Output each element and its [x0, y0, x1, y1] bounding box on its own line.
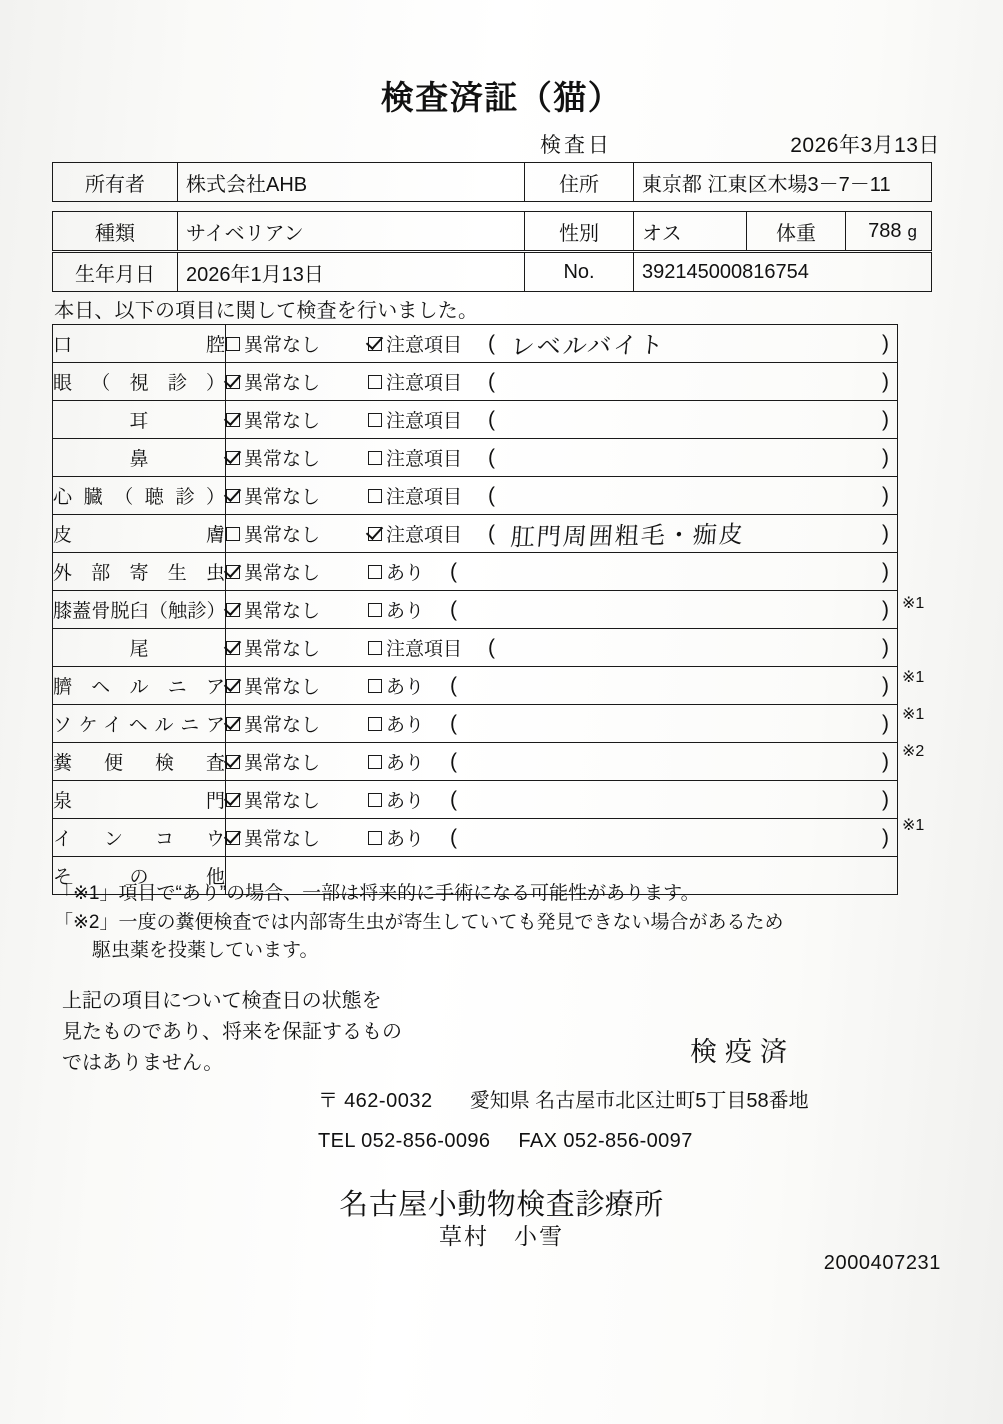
checkbox-normal[interactable]	[226, 527, 240, 541]
option-normal-label: 異常なし	[244, 639, 321, 660]
option-secondary[interactable]	[368, 406, 462, 433]
option-secondary-label: あり	[386, 677, 425, 698]
checklist-row-options	[226, 667, 898, 705]
checkbox-secondary[interactable]	[368, 717, 382, 731]
checklist-row	[53, 705, 898, 743]
checkbox-normal[interactable]	[226, 831, 240, 845]
footnote-2-line2: 駆虫薬を投薬しています。	[92, 940, 319, 961]
paren-open: (	[450, 559, 458, 583]
checklist-row	[53, 363, 898, 401]
weight-value: 788	[868, 219, 902, 242]
checklist-row-label: 眼（視診）	[53, 363, 226, 401]
disclaimer	[62, 986, 402, 1079]
paren-open: (	[488, 407, 496, 431]
intro-text: 本日、以下の項目に関して検査を行いました。	[54, 300, 479, 322]
handwritten-remark: レベルバイト	[509, 330, 667, 361]
option-normal-label: 異常なし	[244, 563, 321, 584]
checklist-row	[53, 743, 898, 781]
breed-table	[52, 211, 932, 251]
option-normal[interactable]	[226, 558, 354, 585]
option-normal-label: 異常なし	[244, 449, 321, 470]
option-normal-label: 異常なし	[244, 335, 321, 356]
checkbox-normal[interactable]	[226, 717, 240, 731]
option-normal[interactable]	[226, 634, 354, 661]
checklist-row	[53, 515, 898, 553]
option-normal[interactable]	[226, 786, 354, 813]
checklist-row-label: 口腔	[53, 325, 226, 363]
checklist-row-options	[226, 629, 898, 667]
option-secondary[interactable]	[368, 330, 462, 357]
checkbox-normal[interactable]	[226, 565, 240, 579]
checklist-row	[53, 401, 898, 439]
remark-field[interactable]	[488, 516, 897, 551]
checkbox-secondary[interactable]	[368, 641, 382, 655]
option-secondary-label: あり	[386, 829, 425, 850]
footnote-1: 「※1」項目で“あり”の場合、一部は将来的に手術になる可能性があります。	[54, 883, 700, 904]
option-normal[interactable]	[226, 444, 354, 471]
checklist-row-options	[226, 401, 898, 439]
paren-open: (	[488, 445, 496, 469]
option-secondary[interactable]	[368, 520, 462, 547]
option-normal[interactable]	[226, 596, 354, 623]
paren-close: )	[882, 521, 889, 545]
option-secondary[interactable]	[368, 786, 424, 813]
paren-close: )	[882, 445, 889, 469]
remark-field[interactable]	[488, 370, 897, 394]
checkbox-secondary[interactable]	[368, 603, 382, 617]
checklist-row-options	[226, 439, 898, 477]
option-secondary[interactable]	[368, 558, 424, 585]
fax-label: FAX	[518, 1130, 558, 1152]
weight-value-cell	[846, 212, 932, 251]
remark-field[interactable]	[450, 826, 897, 850]
breed-label: 種類	[53, 212, 178, 251]
owner-table	[52, 162, 932, 202]
paren-open: (	[488, 369, 496, 393]
inspection-date-label: 検査日	[540, 134, 612, 157]
option-normal[interactable]	[226, 406, 354, 433]
birthdate-value: 2026年1月13日	[178, 253, 525, 292]
inspection-date-value: 2026年3月13日	[790, 134, 940, 157]
remark-field[interactable]	[450, 712, 897, 736]
checklist-row-label: 心臓（聴診）	[53, 477, 226, 515]
option-secondary-label: あり	[386, 791, 425, 812]
checkbox-secondary[interactable]	[368, 413, 382, 427]
paren-open: (	[450, 597, 458, 621]
checkbox-normal[interactable]	[226, 755, 240, 769]
checkbox-normal[interactable]	[226, 413, 240, 427]
clinic-address-text: 愛知県 名古屋市北区辻町5丁目58番地	[469, 1090, 809, 1112]
remark-field[interactable]	[450, 750, 897, 774]
option-normal-label: 異常なし	[244, 791, 321, 812]
disclaimer-line-2: 見たものであり、将来を保証するもの	[62, 1021, 402, 1043]
option-secondary-label: あり	[386, 563, 425, 584]
paren-open: (	[450, 787, 458, 811]
number-value: 392145000816754	[634, 253, 932, 292]
checkbox-secondary[interactable]	[368, 755, 382, 769]
paren-open: (	[488, 635, 496, 659]
checkbox-normal[interactable]	[226, 641, 240, 655]
clinic-address	[318, 1084, 809, 1113]
option-secondary-label: 注意項目	[386, 487, 463, 508]
checklist-row-label: 外部寄生虫	[53, 553, 226, 591]
checkbox-secondary[interactable]	[368, 831, 382, 845]
option-normal[interactable]	[226, 748, 354, 775]
option-secondary[interactable]	[368, 672, 424, 699]
disclaimer-line-1: 上記の項目について検査日の状態を	[62, 990, 382, 1012]
checklist-row-label: 糞便検査	[53, 743, 226, 781]
option-secondary-label: 注意項目	[386, 373, 463, 394]
inspection-checklist	[52, 324, 898, 895]
footnote-marker: ※1	[902, 817, 925, 834]
reference-number: 2000407231	[823, 1252, 941, 1274]
option-normal-label: 異常なし	[244, 829, 321, 850]
checklist-row-label: 鼻	[53, 439, 226, 477]
checkbox-normal[interactable]	[226, 375, 240, 389]
option-secondary-label: あり	[386, 601, 425, 622]
paren-close: )	[882, 711, 889, 735]
option-secondary-label: 注意項目	[386, 639, 463, 660]
paren-close: )	[882, 749, 889, 773]
sex-label: 性別	[525, 212, 634, 251]
option-secondary-label: 注意項目	[386, 411, 463, 432]
paren-open: (	[450, 749, 458, 773]
page-title: 検査済証（猫）	[380, 79, 623, 116]
checkbox-normal[interactable]	[226, 451, 240, 465]
checklist-row-label: 泉門	[53, 781, 226, 819]
fax-value: 052-856-0097	[563, 1130, 693, 1152]
option-secondary-label: 注意項目	[386, 449, 463, 470]
checkbox-secondary[interactable]	[368, 489, 382, 503]
footnote-marker: ※2	[902, 743, 925, 760]
option-secondary[interactable]	[368, 482, 462, 509]
paren-close: )	[882, 825, 889, 849]
remark-field[interactable]	[450, 598, 897, 622]
checklist-row-label: その他	[53, 857, 226, 895]
number-label: No.	[525, 253, 634, 292]
checklist-row	[53, 325, 898, 363]
paren-close: )	[882, 407, 889, 431]
checkbox-normal[interactable]	[226, 337, 240, 351]
weight-unit: g	[907, 221, 917, 241]
birthdate-label: 生年月日	[53, 253, 178, 292]
breed-value: サイベリアン	[178, 212, 525, 251]
option-normal-label: 異常なし	[244, 753, 321, 774]
option-normal[interactable]	[226, 824, 354, 851]
option-normal[interactable]	[226, 368, 354, 395]
checklist-row-label: インコウ	[53, 819, 226, 857]
inspection-date	[540, 129, 940, 159]
paren-open: (	[450, 711, 458, 735]
checklist-row	[53, 781, 898, 819]
option-normal-label: 異常なし	[244, 411, 321, 432]
checklist-row-options	[226, 819, 898, 857]
paren-close: )	[882, 331, 889, 355]
option-secondary-label: あり	[386, 753, 425, 774]
quarantine-stamp: 検疫済	[690, 1037, 795, 1067]
paren-close: )	[882, 483, 889, 507]
paren-close: )	[882, 787, 889, 811]
owner-value: 株式会社AHB	[178, 163, 525, 202]
paren-close: )	[882, 635, 889, 659]
checkbox-normal[interactable]	[226, 489, 240, 503]
option-normal[interactable]	[226, 672, 354, 699]
checkbox-secondary[interactable]	[368, 527, 382, 541]
footnote-marker: ※1	[902, 706, 925, 723]
tel-label: TEL	[318, 1130, 356, 1152]
paren-close: )	[882, 369, 889, 393]
checkbox-normal[interactable]	[226, 793, 240, 807]
checklist-row-options	[226, 705, 898, 743]
option-secondary[interactable]	[368, 368, 462, 395]
address-label: 住所	[525, 163, 634, 202]
paren-open: (	[450, 825, 458, 849]
option-secondary[interactable]	[368, 444, 462, 471]
paren-open: (	[488, 483, 496, 507]
weight-label: 体重	[747, 212, 846, 251]
clinic-name: 名古屋小動物検査診療所	[339, 1189, 664, 1221]
checklist-row-options	[226, 363, 898, 401]
remark-field[interactable]	[488, 446, 897, 470]
checklist-row-options	[226, 515, 898, 553]
option-secondary[interactable]	[368, 748, 424, 775]
paren-close: )	[882, 597, 889, 621]
paren-open: (	[488, 331, 496, 355]
option-normal[interactable]	[226, 520, 354, 547]
checklist-row-label: 膝蓋骨脱臼（触診）	[53, 591, 226, 629]
option-normal-label: 異常なし	[244, 715, 321, 736]
checklist-row-label: 皮膚	[53, 515, 226, 553]
option-normal[interactable]	[226, 330, 354, 357]
table-row	[53, 253, 932, 292]
table-row	[53, 212, 932, 251]
checkbox-secondary[interactable]	[368, 793, 382, 807]
remark-field[interactable]	[450, 788, 897, 812]
footnotes	[54, 880, 954, 966]
option-normal[interactable]	[226, 482, 354, 509]
option-normal-label: 異常なし	[244, 677, 321, 698]
owner-label: 所有者	[53, 163, 178, 202]
remark-field[interactable]	[488, 326, 897, 361]
checklist-row	[53, 439, 898, 477]
checkbox-secondary[interactable]	[368, 375, 382, 389]
sex-value: オス	[634, 212, 747, 251]
checklist-row	[53, 629, 898, 667]
disclaimer-line-3: ではありません。	[62, 1052, 224, 1074]
option-secondary[interactable]	[368, 596, 424, 623]
veterinarian-name: 草村 小雪	[439, 1223, 564, 1249]
option-secondary[interactable]	[368, 634, 462, 661]
option-normal-label: 異常なし	[244, 601, 321, 622]
option-secondary-label: 注意項目	[386, 335, 463, 356]
birth-table	[52, 252, 932, 292]
footnote-2-line1: 「※2」一度の糞便検査では内部寄生虫が寄生していても発見できない場合があるため	[54, 911, 784, 933]
checkbox-normal[interactable]	[226, 679, 240, 693]
checklist-row-options	[226, 553, 898, 591]
checklist-row-options	[226, 743, 898, 781]
checklist-row-options	[226, 591, 898, 629]
paren-open: (	[450, 673, 458, 697]
checklist-row-label: 尾	[53, 629, 226, 667]
checklist-row-label: 耳	[53, 401, 226, 439]
remark-field[interactable]	[450, 560, 897, 584]
address-value: 東京都 江東区木場3－7－11	[634, 163, 932, 202]
tel-value: 052-856-0096	[361, 1130, 491, 1152]
footnote-marker: ※1	[902, 669, 925, 686]
checklist-row	[53, 553, 898, 591]
clinic-contact	[318, 1130, 693, 1153]
paren-close: )	[882, 559, 889, 583]
option-normal[interactable]	[226, 710, 354, 737]
option-normal-label: 異常なし	[244, 525, 321, 546]
option-secondary-label: 注意項目	[386, 525, 463, 546]
checklist-row-options	[226, 325, 898, 363]
remark-field[interactable]	[450, 674, 897, 698]
checkbox-secondary[interactable]	[368, 337, 382, 351]
checklist-row	[53, 667, 898, 705]
remark-field[interactable]	[488, 636, 897, 660]
remark-field[interactable]	[488, 484, 897, 508]
remark-field[interactable]	[488, 408, 897, 432]
checklist-row-label: 臍ヘルニア	[53, 667, 226, 705]
checkbox-secondary[interactable]	[368, 451, 382, 465]
checkbox-secondary[interactable]	[368, 679, 382, 693]
postal-mark: 〒	[318, 1090, 339, 1112]
checklist-row-label: ソケイヘルニア	[53, 705, 226, 743]
checklist-row	[53, 819, 898, 857]
option-normal-label: 異常なし	[244, 487, 321, 508]
table-row	[53, 163, 932, 202]
checklist-row	[53, 477, 898, 515]
paren-close: )	[882, 673, 889, 697]
checklist-row	[53, 591, 898, 629]
checkbox-secondary[interactable]	[368, 565, 382, 579]
checkbox-normal[interactable]	[226, 603, 240, 617]
paren-open: (	[488, 521, 496, 545]
checklist-row-options	[226, 477, 898, 515]
option-normal-label: 異常なし	[244, 373, 321, 394]
postal-code: 462-0032	[344, 1090, 433, 1112]
option-secondary[interactable]	[368, 710, 424, 737]
checklist-row-options	[226, 781, 898, 819]
handwritten-remark: 肛門周囲粗毛・痂皮	[509, 520, 747, 552]
option-secondary-label: あり	[386, 715, 425, 736]
option-secondary[interactable]	[368, 824, 424, 851]
footnote-marker: ※1	[902, 595, 925, 612]
